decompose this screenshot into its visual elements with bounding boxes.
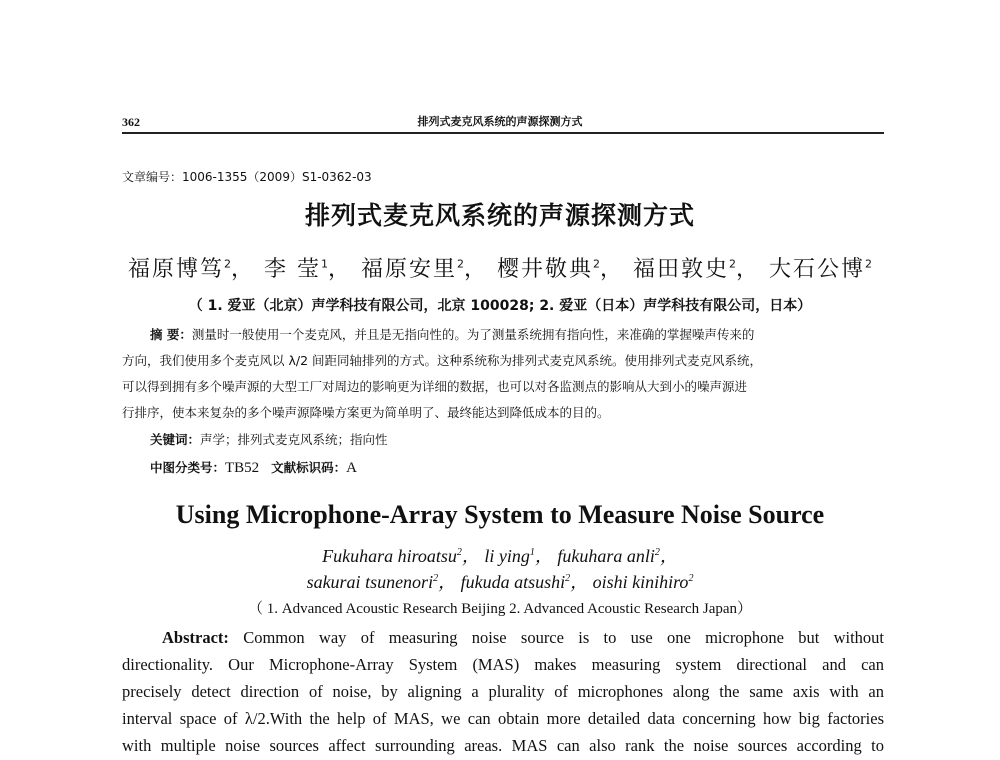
authors-english-line1: Fukuhara hiroatsu$^2$， li ying$^1$， fukuhara anli$^2$， — [322, 546, 678, 566]
author-en: Fukuhara hiroatsu — [322, 546, 457, 566]
author-cn: 樱井敬典 — [496, 257, 593, 282]
authors-english-line2: sakurai tsunenori$^2$， fukuda atsushi$^2$， oishi kinihiro$^2$ — [306, 572, 694, 592]
running-title: 排列式麦克风系统的声源探测方式 — [417, 115, 583, 128]
authors-chinese: 福原博笃$^2$， 李 莹$^1$， 福原安里$^2$， 樱井敬典$^2$， 福田敦史$^2$， 大石公博$^2$ — [127, 257, 873, 282]
author-cn-affil: 2 — [865, 257, 873, 271]
abstract-en-line: interval space of λ/2.With the help of MAS, we can obtain more detailed data concerning how big factories — [122, 709, 884, 728]
page-number: 362 — [122, 115, 140, 129]
author-cn-affil: 2 — [729, 257, 737, 271]
abstract-cn-line: 可以得到拥有多个噪声源的大型工厂对周边的影响更为详细的数据，也可以对各监测点的影响从大到小的噪声源进 — [122, 379, 748, 394]
keywords — [150, 430, 388, 448]
article-number: 文章编号：1006-1355（2009）S1-0362-03 — [122, 170, 372, 184]
classification — [150, 458, 357, 477]
title-english: Using Microphone-Array System to Measure Noise Source — [175, 500, 825, 529]
doc-code-value: A — [346, 460, 357, 476]
author-cn: 大石公博 — [769, 257, 866, 282]
clc-value: TB52 — [225, 460, 260, 476]
keywords-text: 声学；排列式麦克风系统；指向性 — [200, 432, 388, 447]
abstract-en-line: directionality. Our Microphone-Array System (MAS) makes measuring system directional and can — [122, 655, 884, 674]
abstract-en-line: with multiple noise sources affect surrounding areas. MAS can also rank the noise sources according to — [122, 736, 884, 755]
doc-code-label: 文献标识码： — [271, 460, 347, 475]
affiliation-english: （ 1. Advanced Acoustic Research Beijing 2. Advanced Acoustic Research Japan） — [247, 601, 753, 617]
abstract-en-line: Abstract: Common way of measuring noise source is to use one microphone but without — [162, 628, 884, 647]
abstract-cn-line: 摘 要：测量时一般使用一个麦克风，并且是无指向性的。为了测量系统拥有指向性，来准确的掌握噪声传来的 — [150, 327, 755, 342]
abstract-en-line: precisely detect direction of noise, by aligning a plurality of microphones along the same axis with an — [122, 682, 884, 701]
author-en: sakurai tsunenori — [306, 572, 434, 592]
author-cn-affil: 2 — [223, 257, 231, 271]
abstract-chinese — [122, 322, 884, 426]
author-cn: 福原博笃 — [127, 257, 224, 282]
author-en: oishi kinihiro — [592, 572, 689, 592]
keywords-label: 关键词： — [150, 432, 201, 447]
author-cn-affil: 1 — [320, 257, 328, 271]
affiliation-chinese: （ 1. 爱亚（北京）声学科技有限公司，北京 100028; 2. 爱亚（日本）声学科技有限公司，日本） — [188, 298, 812, 314]
author-cn-affil: 2 — [456, 257, 464, 271]
author-en: fukuhara anli — [557, 546, 655, 566]
author-en: li ying — [484, 546, 530, 566]
header-rule — [122, 132, 884, 134]
title-chinese: 排列式麦克风系统的声源探测方式 — [304, 201, 695, 230]
author-cn-affil: 2 — [593, 257, 600, 271]
clc-label: 中图分类号： — [150, 460, 226, 475]
author-en: fukuda atsushi — [460, 572, 566, 592]
author-cn: 福田敦史 — [633, 257, 730, 282]
abstract-en-label: Abstract: — [162, 628, 229, 647]
abstract-cn-label: 摘 要： — [150, 327, 192, 342]
abstract-cn-line: 方向，我们使用多个麦克风以 λ/2 间距同轴排列的方式。这种系统称为排列式麦克风系统。使用排列式麦克风系统， — [122, 353, 763, 368]
author-cn: 李 莹 — [263, 257, 321, 282]
abstract-english — [122, 624, 884, 759]
author-cn: 福原安里 — [360, 257, 457, 282]
abstract-cn-line: 行排序，使本来复杂的多个噪声源降噪方案更为简单明了、最终能达到降低成本的目的。 — [122, 405, 610, 420]
